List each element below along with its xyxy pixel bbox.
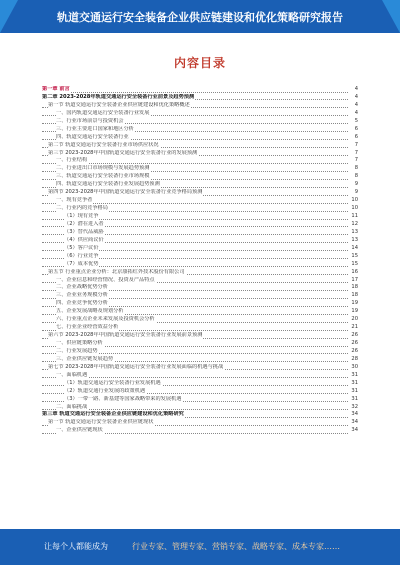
toc-entry-page: 26 [349,348,358,356]
toc-entry-page: 4 [349,102,358,110]
toc-entry-title: 六、行业重点企业未来发展及投资机会分析 [56,316,155,323]
toc-entry-page: 19 [349,308,358,316]
toc-entry-title: 四、企业竞争优势分析 [56,300,108,307]
toc-entry[interactable] [42,205,358,213]
toc-leader-dots [42,404,350,411]
toc-entry-page: 5 [349,118,358,126]
toc-entry[interactable] [42,261,358,269]
toc-entry[interactable] [42,427,358,435]
toc-entry[interactable] [42,102,358,110]
toc-entry-title: 七、行业企业经营效益分析 [56,324,119,331]
toc-entry-page: 4 [349,110,358,118]
toc-entry-title: 第二章 2023-2028年轨道交通运行安全装备行业前景及趋势预测 [42,93,195,100]
toc-entry[interactable] [42,189,358,197]
toc-entry-title: 第七节 2023-2028年中国轨道交通运行安全装备行业发展面临的机遇与挑战 [48,363,224,370]
toc-entry[interactable] [42,396,358,404]
toc-entry-page: 12 [349,221,358,229]
toc-entry-page: 7 [349,142,358,150]
toc-entry-title: 四、轨道交通运行安全装备行业 [56,133,129,140]
toc-entry[interactable] [42,110,358,118]
toc-entry-page: 9 [349,181,358,189]
toc-entry-page: 9 [349,189,358,197]
footer-slogan-tail: 行业专家、管理专家、营销专家、战略专家、成本专家…… [132,542,340,551]
toc-entry-title: 一、现有竞争者 [56,197,93,204]
toc-entry[interactable] [42,253,358,261]
toc-entry[interactable] [42,277,358,285]
toc-entry-title: 第五节 行业重点企业分析：北京康拓红外技术股份有限公司 [48,268,185,275]
toc-entry[interactable] [42,380,358,388]
toc-entry-page: 8 [349,165,358,173]
toc-entry-title: 一、行业结构 [56,157,88,164]
toc-entry[interactable] [42,372,358,380]
toc-entry-title: 一、供应链策略分析 [56,340,103,346]
toc-entry-title: 二、面临挑战 [56,403,88,410]
toc-entry[interactable] [42,404,358,412]
toc-entry-page: 34 [349,411,358,419]
toc-entry[interactable] [42,308,358,316]
toc-entry-title: 三、轨道交通运行安全装备行业市场规模 [56,173,150,180]
toc-entry[interactable] [42,213,358,221]
toc-entry[interactable] [42,173,358,181]
toc-entry-page: 34 [349,427,358,435]
toc-entry-title: （2）轨道交通行业发展的政策机遇 [64,387,146,394]
toc-entry[interactable] [42,348,358,356]
toc-entry-title: （7）成本优势 [64,260,99,267]
toc-entry-title: 三、企业供应链发展趋势 [56,355,114,362]
toc-entry-page: 34 [349,419,358,427]
toc-entry[interactable] [42,269,358,277]
toc-entry-page: 6 [349,134,358,142]
toc-entry-page: 6 [349,126,358,134]
toc-entry-page: 11 [349,213,358,221]
toc-entry-page: 20 [349,316,358,324]
toc-entry[interactable] [42,364,358,372]
toc-entry[interactable] [42,181,358,189]
toc-entry-title: 三、行业主要进口国家和地区分析 [56,125,134,132]
toc-entry[interactable] [42,165,358,173]
toc-entry-page: 18 [349,284,358,292]
toc-entry[interactable] [42,388,358,396]
footer-bar [0,529,400,565]
toc-entry-page: 17 [349,277,358,285]
toc-entry-title: 四、轨道交通运行安全装备行业发展趋势预测 [56,181,160,188]
toc-entry-title: 第一节 轨道交通运行安全装备企业供应链建设和优化策略概述 [48,101,190,108]
toc-entry[interactable] [42,284,358,292]
toc-entry[interactable] [42,150,358,158]
toc-entry-page: 28 [349,356,358,364]
toc-leader-dots [42,86,350,93]
toc-entry[interactable] [42,292,358,300]
toc-entry-title: 第三节 2023-2028年中国轨道交通运行安全装备行业的发展预测 [48,149,198,156]
toc-entry-page: 13 [349,237,358,245]
toc-entry[interactable] [42,86,358,94]
toc-entry-title: 第一节 轨道交通运行安全装备企业供应链现状 [48,419,154,426]
toc-leader-dots [42,372,350,379]
toc-entry-title: 一、企业供应链现状 [56,427,103,434]
toc-entry[interactable] [42,245,358,253]
toc-entry-title: 第一章 前言 [42,86,70,92]
toc-entry-page: 31 [349,372,358,380]
toc-entry-page: 4 [349,94,358,102]
toc-entry[interactable] [42,300,358,308]
toc-entry[interactable] [42,118,358,126]
toc-entry-title: 五、企业发展战略及规划分析 [56,308,124,315]
toc-leader-dots [42,157,350,164]
toc-entry-title: （6）行业竞争 [64,252,99,259]
toc-entry[interactable] [42,126,358,134]
toc-entry-title: 第三章 轨道交通运行安全装备企业供应链建设和优化策略研究 [42,411,184,418]
toc-entry-page: 31 [349,396,358,404]
toc-entry-page: 21 [349,324,358,332]
toc-entry-page: 13 [349,229,358,237]
toc-entry-title: （1）轨道交通运行安全装备行业发展机遇 [64,379,161,386]
toc-entry[interactable] [42,419,358,427]
toc-entry-page: 26 [349,340,358,348]
toc-entry-page: 15 [349,253,358,261]
toc-entry-page: 18 [349,292,358,300]
toc-entry-title: 二、行业市场前景与投资机会 [56,117,124,124]
toc-entry[interactable] [42,316,358,324]
toc-entry-page: 32 [349,404,358,412]
toc-entry-title: 二、行业内的竞争格局 [56,205,108,212]
toc-entry-page: 15 [349,261,358,269]
toc-entry-title: （1）现有竞争 [64,213,99,219]
toc-entry[interactable] [42,332,358,340]
header-bar [0,0,400,33]
toc-entry-title: 第四节 2023-2028年中国轨道交通运行安全装备行业竞争格局预测 [48,189,203,196]
toc-entry-page: 10 [349,205,358,213]
toc-entry-title: （2）潜在进入者 [64,220,104,227]
toc-entry-title: 三、企业业务规模分析 [56,292,108,299]
toc-entry-page: 7 [349,150,358,158]
toc-entry-page: 26 [349,332,358,340]
toc-entry-page: 14 [349,245,358,253]
toc-entry-page: 31 [349,388,358,396]
toc-entry-page: 30 [349,364,358,372]
toc-entry-page: 8 [349,173,358,181]
toc-entry-page: 31 [349,380,358,388]
toc-entry-title: 第二节 轨道交通运行安全装备行业市场供应状况 [48,141,159,148]
toc-entry[interactable] [42,411,358,419]
toc-entry[interactable] [42,157,358,165]
toc-heading: 内容目录 [173,56,226,70]
toc-entry-page: 7 [349,157,358,165]
toc-entry-page: 19 [349,300,358,308]
toc-entry[interactable] [42,229,358,237]
toc-entry-title: 二、行业进出口市场规模与发展趋势预测 [56,165,150,172]
toc-entry-title: （3）一带一路、新基建等国家战略带来的发展机遇 [64,395,182,402]
toc-entry[interactable] [42,324,358,332]
toc-entry[interactable] [42,142,358,150]
toc-entry-title: （4）供应商议价 [64,236,104,243]
toc-entry-title: 第六节 2023-2028年中国轨道交通运行安全装备行业发展前景预测 [48,332,203,339]
report-title: 轨道交通运行安全装备企业供应链建设和优化策略研究报告 [57,11,343,24]
toc-entry-page: 4 [349,86,358,94]
toc-entry-page: 10 [349,197,358,205]
toc-entry-title: （3）替代品威胁 [64,228,104,235]
toc-entry[interactable] [42,237,358,245]
table-of-contents [42,86,358,435]
toc-entry[interactable] [42,94,358,102]
toc-entry[interactable] [42,340,358,348]
toc-entry-title: 一、国内轨道交通运行安全装备行业发展 [56,109,150,116]
toc-entry-title: 二、企业战略优势分析 [56,284,108,291]
footer-slogan-lead: 让每个人都能成为 [44,542,108,551]
toc-entry[interactable] [42,221,358,229]
toc-entry-page: 16 [349,269,358,277]
toc-entry[interactable] [42,197,358,205]
toc-entry-title: （5）客户议价 [64,244,99,251]
toc-entry-title: 二、行业发展趋势 [56,347,98,354]
toc-entry[interactable] [42,356,358,364]
toc-entry[interactable] [42,134,358,142]
toc-entry-title: 一、面临机遇 [56,371,88,378]
toc-entry-title: 一、企业信息和经营情况、投资及产品特点 [56,276,155,283]
